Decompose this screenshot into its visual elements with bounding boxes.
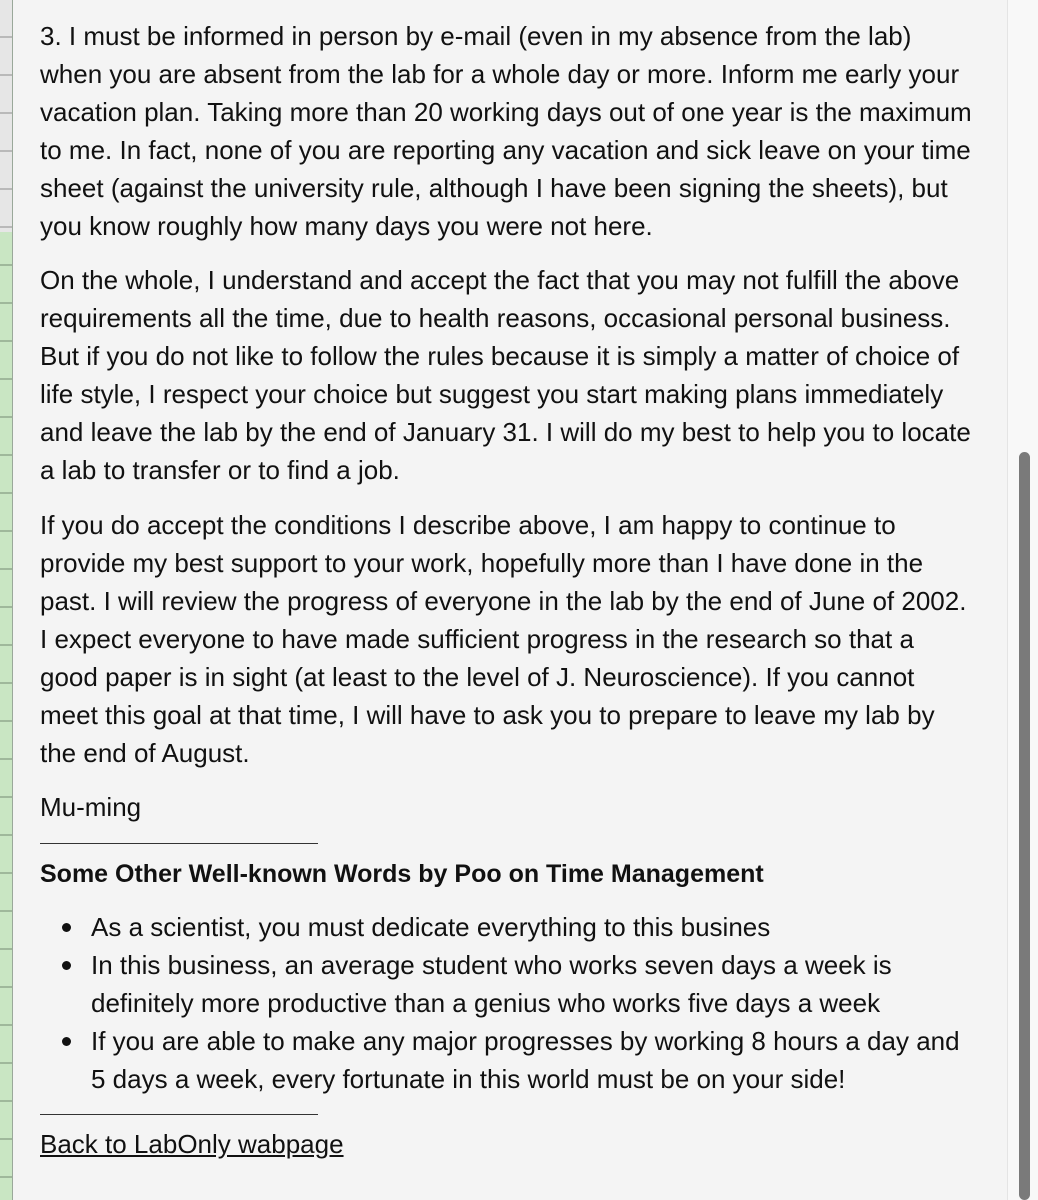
bullet-icon (62, 1037, 71, 1046)
bullet-icon (62, 961, 71, 970)
left-window-edge-top (0, 0, 12, 232)
paragraph-on-the-whole: On the whole, I understand and accept the fact that you may not fulfill the above requirements all the time, due to health reasons, occasional personal business. But if you do not like to follow the rules because it is simply a matter of choice of life style, I respect your choice but suggest you start making plans immediately and leave the lab by the end of January 31. I will do my best to help you to locate a lab to transfer or to find a job. (40, 265, 971, 485)
paragraph-progress-review: If you do accept the conditions I describe above, I am happy to continue to provide my best support to your work, hopefully more than I have done in the past. I will review the progress of everyone in the lab by the end of June of 2002. I expect everyone to have made sufficient progress in the research so that a good paper is in sight (at least to the level of J. Neuroscience). If you cannot meet this goal at that time, I will have to ask you to prepare to leave my lab by the end of August. (40, 510, 967, 768)
list-item-text: As a scientist, you must dedicate everything to this busines (91, 912, 771, 942)
list-item-text: If you are able to make any major progresses by working 8 hours a day and 5 days a week, every fortunate in this world must be on your side! (91, 1026, 960, 1094)
list-item (40, 1022, 975, 1098)
signature: Mu-ming (40, 792, 142, 822)
bullet-icon (62, 923, 71, 932)
list-item (40, 908, 975, 946)
left-window-edge (0, 0, 13, 1200)
back-to-labonly-link[interactable]: Back to LabOnly wabpage (40, 1129, 344, 1159)
horizontal-divider (40, 843, 318, 844)
page-content-area (13, 0, 1007, 1200)
vertical-scrollbar-thumb[interactable] (1019, 452, 1030, 1200)
section-heading: Some Other Well-known Words by Poo on Time Management (40, 860, 764, 888)
horizontal-divider (40, 1114, 318, 1115)
list-item-text: In this business, an average student who works seven days a week is definitely more productive than a genius who works five days a week (91, 950, 892, 1018)
paragraph-absence-rule: 3. I must be informed in person by e-mail (even in my absence from the lab) when you are absent from the lab for a whole day or more. Inform me early your vacation plan. Taking more than 20 working days out of one year is the maximum to me. In fact, none of you are reporting any vacation and sick leave on your time sheet (against the university rule, although I have been signing the sheets), but you know roughly how many days you were not here. (40, 21, 972, 241)
quotes-list (40, 908, 975, 1098)
list-item (40, 946, 975, 1022)
